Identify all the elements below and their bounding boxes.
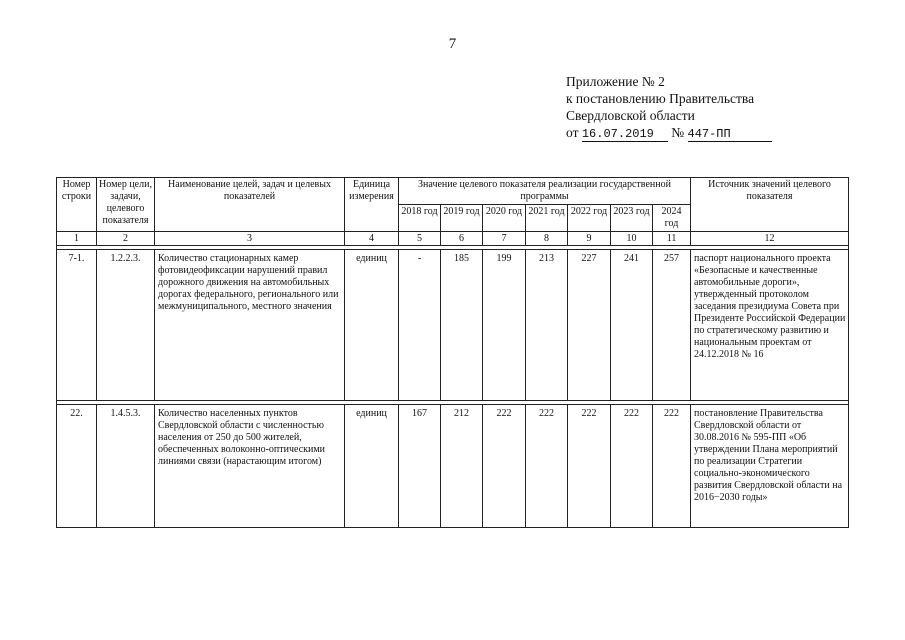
header-year: 2024 год [653,205,691,232]
value-2021: 213 [526,250,568,401]
column-number: 10 [611,232,653,246]
source: постановление Правительства Свердловской области от 30.08.2016 № 595-ПП «Об утверждении Плана мероприятий по реализации Стратегии социально-экономического развития Свердловской области на 2016−2030 годы» [691,405,849,528]
header-year: 2020 год [483,205,526,232]
header-row-1 [57,178,849,205]
column-number: 8 [526,232,568,246]
column-number: 3 [155,232,345,246]
value-2020: 222 [483,405,526,528]
header-year: 2018 год [399,205,441,232]
column-number: 1 [57,232,97,246]
goal-number: 1.2.2.3. [97,250,155,401]
date-prefix: от [566,125,579,140]
row-number: 7-1. [57,250,97,401]
page-number: 7 [448,36,457,52]
indicator-name: Количество стационарных камер фотовидеофиксации нарушений правил дорожного движения на автомобильных дорогах федерального, регионального или межмуниципального, местного значения [155,250,345,401]
value-2024: 222 [653,405,691,528]
column-number: 12 [691,232,849,246]
resolution-date: 16.07.2019 [582,127,668,142]
header-year: 2019 год [441,205,483,232]
unit: единиц [345,405,399,528]
value-2023: 241 [611,250,653,401]
value-2023: 222 [611,405,653,528]
row-number: 22. [57,405,97,528]
column-number-row [57,232,849,246]
column-number: 7 [483,232,526,246]
indicators-table [56,177,849,528]
header-year: 2023 год [611,205,653,232]
resolution-number: 447-ПП [688,127,772,142]
unit: единиц [345,250,399,401]
appendix-line-3: Свердловской области [566,108,695,123]
value-2024: 257 [653,250,691,401]
column-number: 4 [345,232,399,246]
column-number: 5 [399,232,441,246]
appendix-title: Приложение № 2 [566,74,665,89]
header-name: Наименование целей, задач и целевых показателей [155,178,345,232]
value-2021: 222 [526,405,568,528]
appendix-line-2: к постановлению Правительства [566,91,755,106]
column-number: 9 [568,232,611,246]
appendix-header [566,73,806,142]
value-2018: - [399,250,441,401]
number-prefix: № [671,125,685,140]
value-2022: 222 [568,405,611,528]
goal-number: 1.4.5.3. [97,405,155,528]
column-number: 2 [97,232,155,246]
header-year: 2021 год [526,205,568,232]
table-row [57,405,849,528]
value-2022: 227 [568,250,611,401]
header-values-group: Значение целевого показателя реализации государственной программы [399,178,691,205]
column-number: 6 [441,232,483,246]
indicator-name: Количество населенных пунктов Свердловской области с численностью населения от 250 до 500 жителей, обеспеченных волоконно-оптическими линиями связи (нарастающим итогом) [155,405,345,528]
column-number: 11 [653,232,691,246]
value-2019: 185 [441,250,483,401]
header-goal-no: Номер цели, задачи, целевого показателя [97,178,155,232]
appendix-date-line [566,124,806,142]
header-source: Источник значений целевого показателя [691,178,849,232]
header-unit: Единица измерения [345,178,399,232]
value-2018: 167 [399,405,441,528]
source: паспорт национального проекта «Безопасные и качественные автомобильные дороги», утвержденный протоколом заседания президиума Совета при Президенте Российской Федерации по стратегическому развитию и национальным проектам от 24.12.2018 № 16 [691,250,849,401]
table-row [57,250,849,401]
value-2019: 212 [441,405,483,528]
header-year: 2022 год [568,205,611,232]
value-2020: 199 [483,250,526,401]
header-row-no: Номер строки [57,178,97,232]
